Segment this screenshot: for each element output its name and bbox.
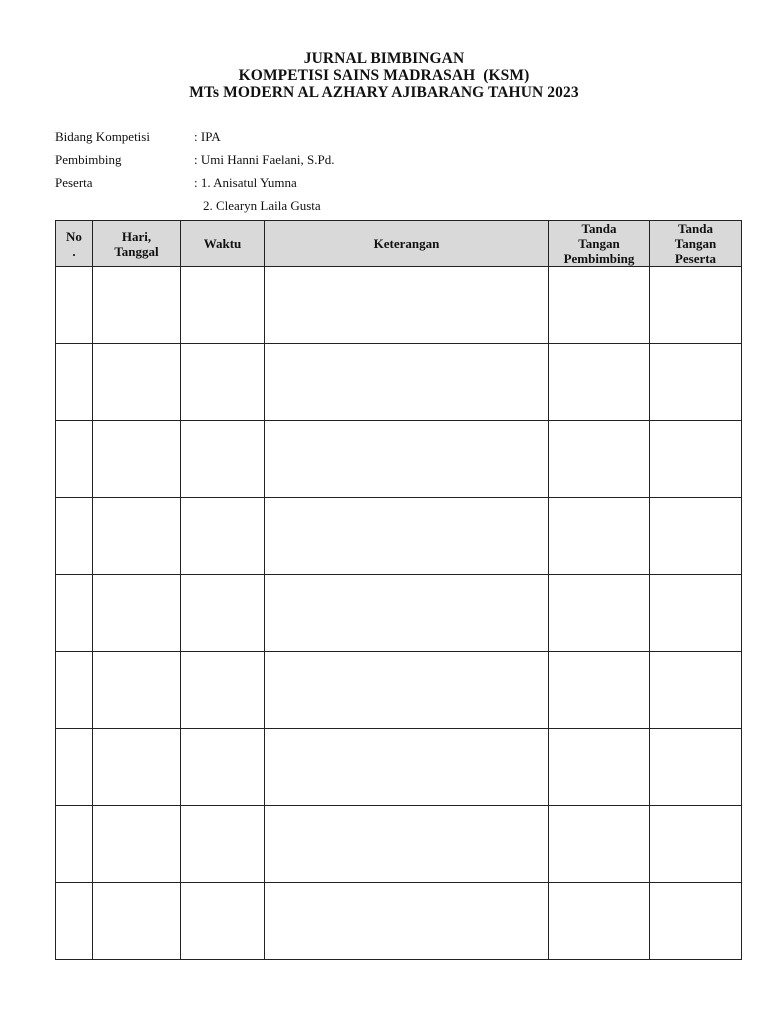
table-header xyxy=(56,221,742,267)
header-hari-tanggal xyxy=(93,221,181,267)
cell-ttd-peserta[interactable] xyxy=(650,498,742,575)
cell-hari-tanggal[interactable] xyxy=(93,806,181,883)
cell-ttd-peserta[interactable] xyxy=(650,267,742,344)
title-line-3: MTs MODERN AL AZHARY AJIBARANG TAHUN 2023 xyxy=(189,84,579,101)
cell-no[interactable] xyxy=(56,652,93,729)
header-row xyxy=(56,221,742,267)
header-no-line-1: No xyxy=(66,228,82,244)
header-ttd-peserta xyxy=(650,221,742,267)
cell-ttd-peserta[interactable] xyxy=(650,344,742,421)
table-row xyxy=(56,421,742,498)
cell-waktu[interactable] xyxy=(181,883,265,960)
table-row xyxy=(56,883,742,960)
cell-keterangan[interactable] xyxy=(265,806,549,883)
cell-keterangan[interactable] xyxy=(265,883,549,960)
bidang-value: : IPA xyxy=(194,129,221,144)
cell-ttd-pembimbing[interactable] xyxy=(549,729,650,806)
table-row xyxy=(56,575,742,652)
header-no-line-2: . xyxy=(72,243,76,259)
cell-no[interactable] xyxy=(56,575,93,652)
table-row xyxy=(56,267,742,344)
cell-hari-tanggal[interactable] xyxy=(93,267,181,344)
cell-waktu[interactable] xyxy=(181,575,265,652)
cell-ttd-peserta[interactable] xyxy=(650,652,742,729)
header-keterangan xyxy=(265,221,549,267)
pembimbing-value: : Umi Hanni Faelani, S.Pd. xyxy=(194,152,335,167)
cell-ttd-pembimbing[interactable] xyxy=(549,498,650,575)
cell-hari-tanggal[interactable] xyxy=(93,729,181,806)
cell-ttd-pembimbing[interactable] xyxy=(549,652,650,729)
peserta-1: : 1. Anisatul Yumna xyxy=(194,175,297,190)
document-title xyxy=(0,50,768,101)
pembimbing-label: Pembimbing xyxy=(55,152,122,167)
cell-ttd-peserta[interactable] xyxy=(650,421,742,498)
cell-keterangan[interactable] xyxy=(265,267,549,344)
cell-no[interactable] xyxy=(56,498,93,575)
cell-keterangan[interactable] xyxy=(265,729,549,806)
cell-ttd-pembimbing[interactable] xyxy=(549,421,650,498)
cell-ttd-pembimbing[interactable] xyxy=(549,806,650,883)
cell-waktu[interactable] xyxy=(181,652,265,729)
header-ttd-pembimbing xyxy=(549,221,650,267)
header-keterangan-label: Keterangan xyxy=(373,236,440,251)
cell-no[interactable] xyxy=(56,883,93,960)
table-row xyxy=(56,729,742,806)
cell-waktu[interactable] xyxy=(181,421,265,498)
cell-hari-tanggal[interactable] xyxy=(93,883,181,960)
cell-keterangan[interactable] xyxy=(265,575,549,652)
cell-no[interactable] xyxy=(56,344,93,421)
cell-ttd-pembimbing[interactable] xyxy=(549,575,650,652)
header-no xyxy=(56,221,93,267)
cell-keterangan[interactable] xyxy=(265,344,549,421)
peserta-label: Peserta xyxy=(55,175,93,190)
cell-no[interactable] xyxy=(56,806,93,883)
cell-keterangan[interactable] xyxy=(265,498,549,575)
cell-waktu[interactable] xyxy=(181,729,265,806)
table-row xyxy=(56,498,742,575)
header-ttd-pes-line-3: Peserta xyxy=(674,251,717,266)
table-row xyxy=(56,806,742,883)
cell-no[interactable] xyxy=(56,729,93,806)
cell-no[interactable] xyxy=(56,421,93,498)
header-hari-line-1: Hari, xyxy=(121,228,152,244)
header-ttd-pemb-line-2: Tangan xyxy=(578,236,620,251)
cell-ttd-pembimbing[interactable] xyxy=(549,267,650,344)
cell-ttd-pembimbing[interactable] xyxy=(549,883,650,960)
cell-ttd-pembimbing[interactable] xyxy=(549,344,650,421)
peserta-2: 2. Clearyn Laila Gusta xyxy=(203,198,321,213)
header-waktu xyxy=(181,221,265,267)
title-line-2: KOMPETISI SAINS MADRASAH (KSM) xyxy=(238,67,530,84)
header-ttd-pemb-line-3: Pembimbing xyxy=(563,251,635,266)
header-ttd-pes-line-2: Tangan xyxy=(674,236,717,251)
cell-waktu[interactable] xyxy=(181,344,265,421)
cell-ttd-peserta[interactable] xyxy=(650,575,742,652)
cell-hari-tanggal[interactable] xyxy=(93,498,181,575)
table-row xyxy=(56,344,742,421)
header-ttd-pemb-line-1: Tanda xyxy=(581,221,617,236)
bidang-label: Bidang Kompetisi xyxy=(55,129,150,144)
cell-waktu[interactable] xyxy=(181,806,265,883)
cell-no[interactable] xyxy=(56,267,93,344)
title-line-1: JURNAL BIMBINGAN xyxy=(303,50,465,67)
table-body xyxy=(56,267,742,960)
cell-keterangan[interactable] xyxy=(265,421,549,498)
cell-ttd-peserta[interactable] xyxy=(650,729,742,806)
table-row xyxy=(56,652,742,729)
cell-hari-tanggal[interactable] xyxy=(93,652,181,729)
journal-table xyxy=(55,220,742,960)
cell-hari-tanggal[interactable] xyxy=(93,344,181,421)
cell-keterangan[interactable] xyxy=(265,652,549,729)
cell-hari-tanggal[interactable] xyxy=(93,575,181,652)
header-waktu-label: Waktu xyxy=(203,236,242,251)
cell-hari-tanggal[interactable] xyxy=(93,421,181,498)
cell-waktu[interactable] xyxy=(181,267,265,344)
cell-ttd-peserta[interactable] xyxy=(650,806,742,883)
cell-waktu[interactable] xyxy=(181,498,265,575)
header-hari-line-2: Tanggal xyxy=(114,243,159,259)
header-ttd-pes-line-1: Tanda xyxy=(678,221,713,236)
cell-ttd-peserta[interactable] xyxy=(650,883,742,960)
